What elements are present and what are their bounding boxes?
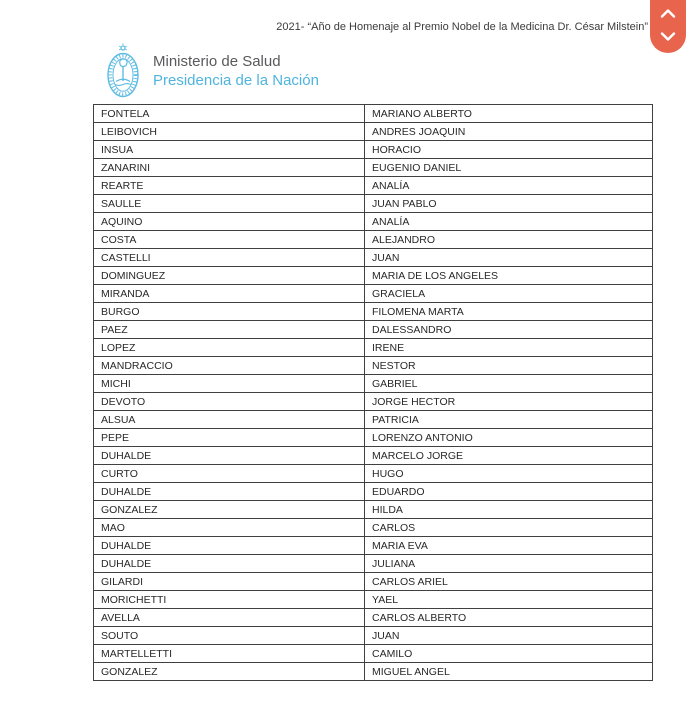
table-row xyxy=(94,645,653,663)
firstname-cell: JULIANA xyxy=(365,555,653,573)
table-row xyxy=(94,411,653,429)
table-row xyxy=(94,447,653,465)
firstname-cell: CARLOS xyxy=(365,519,653,537)
lastname-cell: DOMINGUEZ xyxy=(94,267,365,285)
table-row xyxy=(94,555,653,573)
firstname-cell: JUAN xyxy=(365,249,653,267)
table-row xyxy=(94,285,653,303)
table-row xyxy=(94,429,653,447)
lastname-cell: ALSUA xyxy=(94,411,365,429)
table-row xyxy=(94,483,653,501)
firstname-cell: ALEJANDRO xyxy=(365,231,653,249)
lastname-cell: MORICHETTI xyxy=(94,591,365,609)
firstname-cell: ANALÍA xyxy=(365,213,653,231)
firstname-cell: PATRICIA xyxy=(365,411,653,429)
lastname-cell: MIRANDA xyxy=(94,285,365,303)
presidency-name: Presidencia de la Nación xyxy=(153,72,319,89)
table-row xyxy=(94,267,653,285)
scroll-up-button[interactable] xyxy=(650,2,686,25)
lastname-cell: PEPE xyxy=(94,429,365,447)
table-row xyxy=(94,195,653,213)
ministry-logo-text xyxy=(153,53,319,91)
firstname-cell: GRACIELA xyxy=(365,285,653,303)
table-row xyxy=(94,339,653,357)
firstname-cell: MIGUEL ANGEL xyxy=(365,663,653,681)
chevron-down-icon xyxy=(659,31,677,42)
table-row xyxy=(94,501,653,519)
firstname-cell: CARLOS ALBERTO xyxy=(365,609,653,627)
firstname-cell: HILDA xyxy=(365,501,653,519)
table-row xyxy=(94,537,653,555)
table-row xyxy=(94,393,653,411)
lastname-cell: REARTE xyxy=(94,177,365,195)
lastname-cell: AVELLA xyxy=(94,609,365,627)
firstname-cell: GABRIEL xyxy=(365,375,653,393)
firstname-cell: HORACIO xyxy=(365,141,653,159)
table-row xyxy=(94,159,653,177)
lastname-cell: BURGO xyxy=(94,303,365,321)
firstname-cell: MARIA EVA xyxy=(365,537,653,555)
firstname-cell: FILOMENA MARTA xyxy=(365,303,653,321)
firstname-cell: MARIA DE LOS ANGELES xyxy=(365,267,653,285)
table-row xyxy=(94,591,653,609)
names-table xyxy=(93,104,653,681)
firstname-cell: ANALÍA xyxy=(365,177,653,195)
table-row xyxy=(94,123,653,141)
table-row xyxy=(94,663,653,681)
scroll-down-button[interactable] xyxy=(650,25,686,48)
lastname-cell: DUHALDE xyxy=(94,537,365,555)
firstname-cell: JUAN PABLO xyxy=(365,195,653,213)
lastname-cell: ZANARINI xyxy=(94,159,365,177)
table-row xyxy=(94,627,653,645)
firstname-cell: ANDRES JOAQUIN xyxy=(365,123,653,141)
lastname-cell: DEVOTO xyxy=(94,393,365,411)
lastname-cell: MANDRACCIO xyxy=(94,357,365,375)
scroll-widget xyxy=(650,0,686,53)
table-row xyxy=(94,609,653,627)
names-table-body xyxy=(94,105,653,681)
table-row xyxy=(94,303,653,321)
lastname-cell: SAULLE xyxy=(94,195,365,213)
firstname-cell: MARCELO JORGE xyxy=(365,447,653,465)
lastname-cell: DUHALDE xyxy=(94,447,365,465)
lastname-cell: INSUA xyxy=(94,141,365,159)
table-row xyxy=(94,519,653,537)
firstname-cell: EUGENIO DANIEL xyxy=(365,159,653,177)
lastname-cell: GILARDI xyxy=(94,573,365,591)
firstname-cell: EDUARDO xyxy=(365,483,653,501)
ministry-logo xyxy=(102,43,319,101)
firstname-cell: DALESSANDRO xyxy=(365,321,653,339)
table-row xyxy=(94,465,653,483)
lastname-cell: CURTO xyxy=(94,465,365,483)
lastname-cell: GONZALEZ xyxy=(94,501,365,519)
argentina-coat-of-arms-icon xyxy=(102,43,144,101)
lastname-cell: LEIBOVICH xyxy=(94,123,365,141)
lastname-cell: SOUTO xyxy=(94,627,365,645)
firstname-cell: YAEL xyxy=(365,591,653,609)
chevron-up-icon xyxy=(659,8,677,19)
lastname-cell: COSTA xyxy=(94,231,365,249)
table-row xyxy=(94,375,653,393)
table-row xyxy=(94,357,653,375)
firstname-cell: MARIANO ALBERTO xyxy=(365,105,653,123)
table-row xyxy=(94,177,653,195)
table-row xyxy=(94,231,653,249)
lastname-cell: MARTELLETTI xyxy=(94,645,365,663)
firstname-cell: CARLOS ARIEL xyxy=(365,573,653,591)
lastname-cell: DUHALDE xyxy=(94,483,365,501)
lastname-cell: DUHALDE xyxy=(94,555,365,573)
firstname-cell: LORENZO ANTONIO xyxy=(365,429,653,447)
firstname-cell: IRENE xyxy=(365,339,653,357)
lastname-cell: MAO xyxy=(94,519,365,537)
lastname-cell: AQUINO xyxy=(94,213,365,231)
table-row xyxy=(94,249,653,267)
lastname-cell: LOPEZ xyxy=(94,339,365,357)
firstname-cell: HUGO xyxy=(365,465,653,483)
table-row xyxy=(94,141,653,159)
firstname-cell: CAMILO xyxy=(365,645,653,663)
lastname-cell: GONZALEZ xyxy=(94,663,365,681)
ministry-name: Ministerio de Salud xyxy=(153,53,281,71)
table-row xyxy=(94,573,653,591)
lastname-cell: MICHI xyxy=(94,375,365,393)
table-row xyxy=(94,321,653,339)
table-row xyxy=(94,105,653,123)
lastname-cell: PAEZ xyxy=(94,321,365,339)
firstname-cell: JUAN xyxy=(365,627,653,645)
firstname-cell: JORGE HECTOR xyxy=(365,393,653,411)
table-row xyxy=(94,213,653,231)
document-header-line: 2021- “Año de Homenaje al Premio Nobel de la Medicina Dr. César Milstein” xyxy=(276,21,648,33)
lastname-cell: CASTELLI xyxy=(94,249,365,267)
lastname-cell: FONTELA xyxy=(94,105,365,123)
firstname-cell: NESTOR xyxy=(365,357,653,375)
